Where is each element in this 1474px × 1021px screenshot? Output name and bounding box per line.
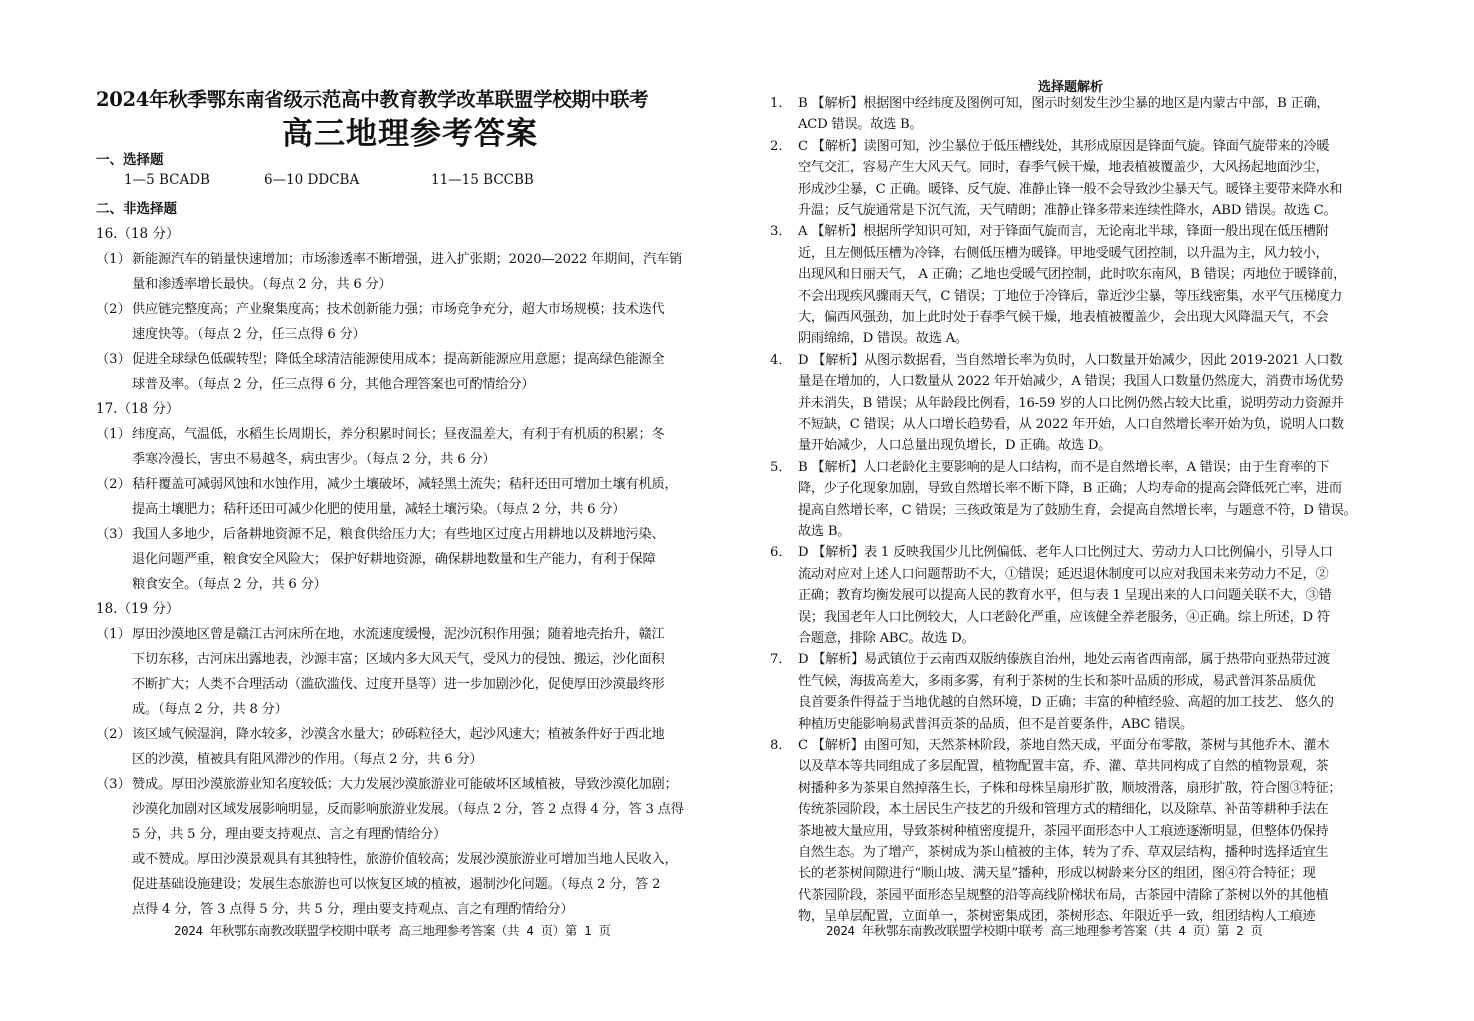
explanation-line: 良首要条件得益于当地优越的自然环境，D 正确；丰富的种植经验、高超的加工技艺、 悠久的 [798,695,1334,711]
explanation-line: D 【解析】从图示数据看，当自然增长率为负时，人口数量开始减少，因此 2019-2021 人口数 [798,352,1343,368]
explanation-line: 传统茶园阶段，本土居民生产技艺的升级和管理方式的精细化，以及除草、补苗等耕种手法在 [798,802,1329,818]
explanation-number: 2． [770,138,792,154]
explanation-line: 空气交汇，容易产生大风天气。同时，春季气候干燥，地表植被覆盖少，大风扬起地面沙尘， [798,160,1329,176]
explanation-item [770,542,1460,649]
explanation-line: C 【解析】由图可知，天然茶林阶段，茶地自然天成，平面分布零散，茶树与其他乔木、灌木 [798,738,1330,753]
explanation-line: 量是在增加的，人口数量从 2022 年开始减少，A 错误；我国人口数量仍然庞大，消费市场优势 [798,374,1344,390]
explanation-line: ACD 错误。故选 B。 [798,117,923,133]
page-footer: 2024 年秋鄂东南教改联盟学校期中联考 高三地理参考答案（共 4 页）第 1 页 [174,923,611,938]
explanation-line: 近，且左侧低压槽为冷锋，右侧低压槽为暖锋。甲地受暖气团控制，以升温为主，风力较小， [798,245,1329,261]
explanation-line: 茶地被大量应用，导致茶树种植密度提升，茶园平面形态中人工痕迹逐渐明显，但整体仍保持 [798,823,1329,839]
explanation-number: 5． [770,459,792,475]
explanation-line: C 【解析】读图可知，沙尘暴位于低压槽线处，其形成原因是锋面气旋。锋面气旋带来的冷暖 [798,138,1330,154]
answer-line: 点得 4 分，答 3 点得 5 分，共 5 分，理由要支持观点、言之有理酌情给分） [132,902,574,917]
explanation-line: B 【解析】人口老龄化主要影响的是人口结构，而不是自然增长率，A 错误；由于生育率的下 [798,459,1330,475]
answer-number: （1） [96,252,131,267]
answer-block [96,297,704,347]
explanation-line: 合题意，排除 ABC。故选 D。 [798,631,975,647]
explanation-line: D 【解析】易武镇位于云南西双版纳傣族自治州，地处云南省西南部，属于热带向亚热带过渡 [798,652,1330,668]
mc-answer-group: 1—5 BCADB [124,172,210,188]
answer-number: （1） [96,427,131,442]
answer-line: 促进基础设施建设；发展生态旅游也可以恢复区域的植被，遏制沙化问题。（每点 2 分，答 2 [132,877,661,892]
section-multiple-choice-heading: 一、选择题 [96,152,164,168]
explanation-line: 代茶园阶段，茶园平面形态呈规整的沿等高线阶梯状布局，古茶园中清除了茶树以外的其他植 [798,887,1329,903]
answer-number: （3） [96,527,131,542]
explanation-line: 提高自然增长率，C 错误；三孩政策是为了鼓励生育，会提高自然增长率，与题意不符，D 错误。 [798,502,1357,518]
page-title: 高三地理参考答案 [282,116,538,152]
question-heading: 18.（19 分） [96,601,180,617]
answer-line: 提高土壤肥力；秸秆还田可减少化肥的使用量，减轻土壤污染。（每点 2 分，共 6 分） [132,502,626,517]
answer-line: 促进全球绿色低碳转型；降低全球清洁能源使用成本；提高新能源应用意愿；提高绿色能源全 [132,352,665,367]
explanation-line: 升温；反气旋通常是下沉气流，天气晴朗；准静止锋多带来连续性降水，ABD 错误。故选 C。 [798,203,1337,219]
explanation-line: 种植历史能影响易武普洱贡茶的品质，但不是首要条件，ABC 错误。 [798,716,1193,732]
mc-explanations-heading: 选择题解析 [1038,80,1104,95]
answer-line: 沙漠化加剧对区域发展影响明显，反而影响旅游业发展。（每点 2 分，答 2 点得 4 分，答 3 点得 [132,802,684,817]
answer-number: （1） [96,627,131,642]
explanation-number: 6． [770,545,792,561]
explanation-line: 正确；教育均衡发展可以提高人民的教育水平，但与表 1 呈现出来的人口问题关联不大，③错 [798,588,1332,604]
explanation-item [770,457,1460,543]
explanation-line: 量开始减少，人口总量出现负增长，D 正确。故选 D。 [798,438,1112,454]
explanation-number: 3． [770,224,792,240]
answer-block [96,247,704,297]
explanation-line: D 【解析】表 1 反映我国少儿比例偏低、老年人口比例过大、劳动力人口比例偏小，引导人口 [798,545,1333,561]
page-footer-right: 2024 年秋鄂东南教改联盟学校期中联考 高三地理参考答案（共 4 页）第 2 页 [826,923,1263,938]
explanation-number: 8． [770,738,792,753]
answer-block [96,622,704,722]
answer-line: 退化问题严重，粮食安全风险大； 保护好耕地资源，确保耕地数量和生产能力，有利于保障 [132,552,656,567]
answer-block [96,422,704,472]
answer-line: 下切东移，古河床出露地表，沙源丰富；区域内多大风天气，受风力的侵蚀、搬运，沙化面积 [132,652,665,667]
mc-answer-group: 6—10 DDCBA [264,172,360,188]
explanation-line: 阴雨绵绵，D 错误。故选 A。 [798,331,968,347]
mc-answer-group: 11—15 BCCBB [431,172,534,188]
question-heading: 16.（18 分） [96,226,180,242]
explanation-item [770,350,1460,457]
answer-line: 季寒冷漫长，害虫不易越冬，病虫害少。（每点 2 分，共 6 分） [132,452,496,467]
answer-block [96,722,704,772]
explanation-item [770,735,1460,928]
explanation-line: 误；我国老年人口比例较大，人口老龄化严重，应该健全养老服务，④正确。综上所述，D 符 [798,609,1330,625]
answer-line: 供应链完整度高；产业聚集度高；技术创新能力强；市场竞争充分，超大市场规模；技术迭代 [132,302,665,317]
explanation-line: B 【解析】根据图中经纬度及图例可知，图示时刻发生沙尘暴的地区是内蒙古中部，B 正确， [798,96,1330,111]
answer-number: （2） [96,477,131,492]
answer-line: 速度快等。（每点 2 分，任三点得 6 分） [132,327,366,342]
answer-line: 区的沙漠，植被具有阻风滞沙的作用。（每点 2 分，共 6 分） [132,752,483,767]
answer-line: 或不赞成。厚田沙漠景观具有其独特性，旅游价值较高；发展沙漠旅游业可增加当地人民收入， [132,852,678,867]
explanation-line: 大，偏西风强劲，加上此时处于春季气候干燥，地表植被覆盖少，会出现大风降温天气，不会 [798,310,1329,326]
answer-line: 粮食安全。（每点 2 分，共 6 分） [132,577,327,592]
explanation-line: 长的老茶树间隙进行“顺山坡、满天星”播种，形成以树龄来分区的组团，图④符合特征；现 [798,866,1316,882]
explanation-line: 以及草本等共同组成了多层配置，植物配置丰富，乔、灌、草共同构成了自然的植物景观，茶 [798,759,1329,775]
explanation-item [770,221,1460,349]
answer-line: 成。（每点 2 分，共 8 分） [132,702,288,717]
answer-line: 该区域气候湿润，降水较多，沙漠含水量大；砂砾粒径大，起沙风速大；植被条件好于西北地 [132,727,665,742]
explanation-line: 物，呈单层配置，立面单一，茶树密集成团，茶树形态、年限近乎一致，组团结构人工痕迹 [798,909,1316,925]
explanation-item [770,93,1460,136]
answer-line: 秸秆覆盖可减弱风蚀和水蚀作用，减少土壤破坏，减轻黑土流失；秸秆还田可增加土壤有机质， [132,477,678,492]
answer-line: 我国人多地少，后备耕地资源不足，粮食供给压力大；有些地区过度占用耕地以及耕地污染、 [132,527,665,542]
exam-title: 2024年秋季鄂东南省级示范高中教育教学改革联盟学校期中联考 [96,88,649,111]
answer-line: 球普及率。（每点 2 分，任三点得 6 分，其他合理答案也可酌情给分） [132,377,535,392]
explanation-line: 降，少子化现象加剧，导致自然增长率不断下降，B 正确；人均寿命的提高会降低死亡率，进而 [798,481,1342,497]
answer-block [96,472,704,522]
answer-line: 新能源汽车的销量快速增加；市场渗透率不断增强，进入扩张期；2020—2022 年期间，汽车销 [132,252,683,267]
explanation-line: 不会出现疾风骤雨天气，C 错误；丁地位于冷锋后，靠近沙尘暴，等压线密集，水平气压梯度力 [798,288,1343,304]
explanation-line: 树播种多为茶果自然掉落生长，子株和母株呈扇形扩散，顺坡滑落，扇形扩散，符合图③特征； [798,780,1342,796]
explanation-line: 不短缺，C 错误；从人口增长趋势看，从 2022 年开始，人口自然增长率开始为负，说明人口数 [798,417,1344,433]
explanation-line: 故选 B。 [798,524,851,540]
answer-number: （3） [96,777,131,792]
question-heading: 17.（18 分） [96,401,180,417]
answer-line: 纬度高，气温低，水稻生长周期长，养分积累时间长；昼夜温差大，有利于有机质的积累；冬 [132,427,665,442]
explanation-line: 形成沙尘暴，C 正确。暖锋、反气旋、准静止锋一般不会导致沙尘暴天气。暖锋主要带来降水和 [798,181,1343,197]
answer-line: 不断扩大；人类不合理活动（滥砍滥伐、过度开垦等）进一步加剧沙化，促使厚田沙漠最终形 [132,677,665,692]
answer-line: 5 分，共 5 分，理由要支持观点、言之有理酌情给分） [132,827,447,842]
answer-line: 量和渗透率增长最快。（每点 2 分，共 6 分） [132,277,392,292]
explanation-line: 并未消失，B 错误；从年龄段比例看，16-59 岁的人口比例仍然占较大比重，说明劳动力资源并 [798,395,1344,411]
explanation-line: A 【解析】根据所学知识可知，对于锋面气旋而言，无论南北半球，锋面一般出现在低压槽附 [798,224,1329,240]
answer-block [96,347,704,397]
section-free-response-heading: 二、非选择题 [96,201,177,217]
explanation-item [770,136,1460,222]
answer-line: 厚田沙漠地区曾是赣江古河床所在地，水流速度缓慢，泥沙沉积作用强；随着地壳抬升，赣江 [132,627,665,642]
explanation-number: 1． [770,96,792,111]
explanation-item [770,649,1460,735]
answer-block [96,522,704,597]
explanation-number: 7． [770,652,792,668]
explanation-line: 出现风和日丽天气， A 正确；乙地也受暖气团控制，此时吹东南风，B 错误；丙地位于暖锋前， [798,267,1347,283]
explanation-line: 性气候，海拔高差大，多雨多雾，有利于茶树的生长和茶叶品质的形成，易武普洱茶品质优 [798,673,1316,689]
answer-number: （3） [96,352,131,367]
explanation-number: 4． [770,352,792,368]
answer-block [96,772,704,922]
answer-number: （2） [96,302,131,317]
answer-number: （2） [96,727,131,742]
explanation-line: 自然生态。为了增产，茶树成为茶山植被的主体，转为了乔、草双层结构，播种时选择适宜生 [798,845,1329,861]
explanation-line: 流动对应对上述人口问题帮助不大，①错误；延迟退休制度可以应对我国未来劳动力不足，② [798,566,1329,582]
answer-line: 赞成。厚田沙漠旅游业知名度较低；大力发展沙漠旅游业可能破坏区域植被，导致沙漠化加剧； [132,777,678,792]
